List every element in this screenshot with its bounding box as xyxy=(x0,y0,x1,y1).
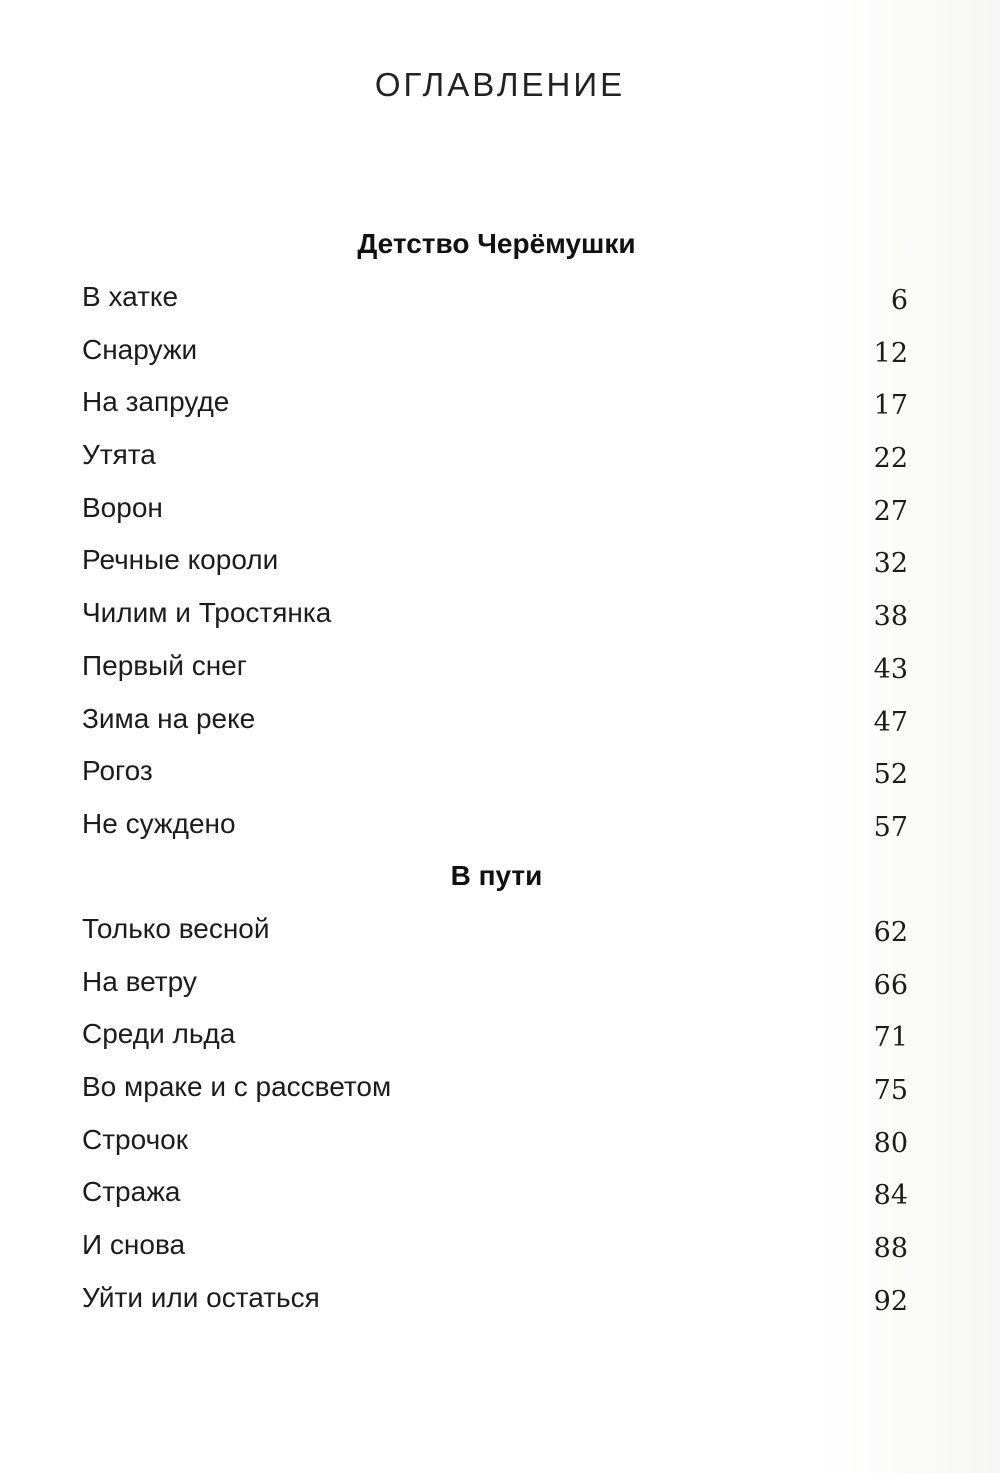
toc-entry-page: 27 xyxy=(873,495,908,527)
toc-entry[interactable] xyxy=(82,749,908,802)
toc-entry-label: Только весной xyxy=(82,913,270,944)
toc-entry-label: На ветру xyxy=(82,965,197,997)
toc-entry[interactable] xyxy=(82,1170,908,1223)
toc-entry-label: Ворон xyxy=(82,491,163,523)
toc-entry-page: 32 xyxy=(873,548,908,580)
toc-entry-label: Утята xyxy=(82,439,156,471)
toc-entry-label: Уйти или остаться xyxy=(82,1281,320,1313)
toc-entry-label: Рогоз xyxy=(82,755,153,787)
toc-entry[interactable] xyxy=(82,1118,908,1171)
toc-entry[interactable] xyxy=(82,1223,908,1276)
toc-entry[interactable] xyxy=(82,960,908,1013)
toc-entry-page: 43 xyxy=(873,653,908,685)
toc-entry[interactable] xyxy=(82,275,908,328)
toc-entry[interactable] xyxy=(82,644,908,697)
toc-entry-page: 80 xyxy=(873,1127,908,1159)
toc-entry[interactable] xyxy=(82,591,908,644)
toc-entry[interactable] xyxy=(82,697,908,750)
toc-entry-page: 57 xyxy=(873,811,908,843)
toc-entry-page: 6 xyxy=(890,285,908,316)
toc-entry-page: 88 xyxy=(873,1233,908,1265)
toc-entry-label: Среди льда xyxy=(82,1018,236,1050)
toc-entry[interactable] xyxy=(82,1065,908,1118)
toc-entry-page: 71 xyxy=(873,1022,908,1054)
toc-entry-label: Первый снег xyxy=(82,649,247,681)
toc-entry-page: 75 xyxy=(873,1075,908,1107)
toc-entry-label: И снова xyxy=(82,1229,186,1261)
toc-entry-page: 62 xyxy=(873,917,908,948)
toc-entry[interactable] xyxy=(82,538,908,591)
toc-entry-page: 22 xyxy=(873,443,908,475)
toc-entry[interactable] xyxy=(82,328,908,381)
toc-entry-label: В хатке xyxy=(82,281,179,312)
toc-entry[interactable] xyxy=(82,1276,908,1329)
section-title: В пути xyxy=(450,860,543,891)
toc-entry[interactable] xyxy=(82,907,908,960)
toc-entry-label: На запруде xyxy=(82,386,230,418)
toc-entry-label: Стража xyxy=(82,1176,181,1208)
toc-entry-page: 12 xyxy=(873,337,908,369)
toc-entry-page: 52 xyxy=(873,759,908,791)
toc-entry-label: Снаружи xyxy=(82,333,198,365)
toc-entry-page: 47 xyxy=(873,706,908,738)
toc-entry-label: Зима на реке xyxy=(82,702,256,734)
toc-entry-label: Чилим и Тростянка xyxy=(82,597,332,629)
toc-entry-label: Не суждено xyxy=(82,807,236,839)
toc-list-section-1 xyxy=(82,275,908,855)
toc-entry-label: Речные короли xyxy=(82,544,279,576)
toc-entry[interactable] xyxy=(82,1012,908,1065)
toc-entry-label: Во мраке и с рассветом xyxy=(82,1071,392,1103)
toc-entry-page: 84 xyxy=(873,1180,908,1212)
toc-entry[interactable] xyxy=(82,802,908,855)
toc-entry[interactable] xyxy=(82,380,908,433)
toc-entry-label: Строчок xyxy=(82,1123,188,1155)
toc-entry[interactable] xyxy=(82,433,908,486)
toc-entry-page: 17 xyxy=(873,390,908,422)
toc-entry-page: 66 xyxy=(873,969,908,1001)
toc-entry-page: 92 xyxy=(873,1285,908,1317)
toc-entry-page: 38 xyxy=(873,601,908,633)
toc-entry[interactable] xyxy=(82,486,908,539)
section-title: Детство Черёмушки xyxy=(357,228,636,259)
toc-list-section-2 xyxy=(82,907,908,1329)
page-title: ОГЛАВЛЕНИЕ xyxy=(374,66,626,103)
